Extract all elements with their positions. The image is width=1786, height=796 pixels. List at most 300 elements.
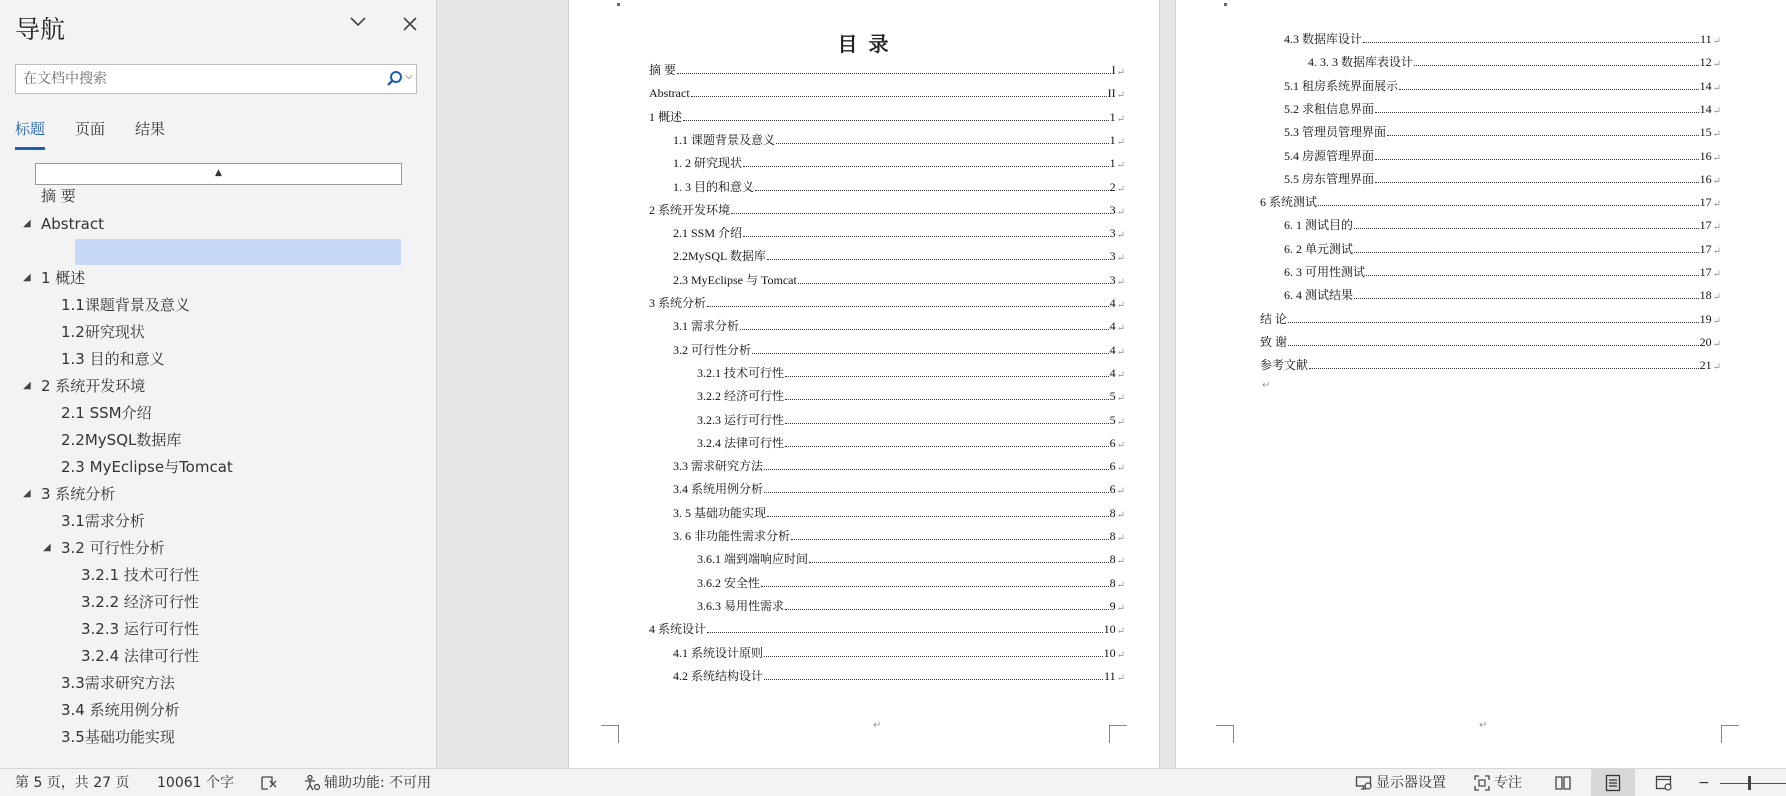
toc-leader-dots [1366, 275, 1699, 276]
toc-entry[interactable] [673, 270, 1125, 288]
paragraph-mark: ↵ [1116, 393, 1125, 405]
zoom-slider-thumb[interactable] [1748, 776, 1751, 790]
toc-leader-dots [764, 469, 1109, 470]
search-icon[interactable] [384, 69, 404, 89]
heading-label: 3.2.4 法律可行性 [81, 647, 199, 665]
paragraph-mark: ↵ [1116, 509, 1125, 521]
accessibility-icon [303, 774, 321, 792]
toc-page-number: 17 [1699, 195, 1712, 210]
print-layout-button[interactable] [1591, 769, 1635, 796]
paragraph-mark: ↵ [1116, 67, 1125, 78]
heading-label: 3.2.1 技术可行性 [81, 566, 199, 584]
toc-page-number: 4 [1109, 342, 1116, 357]
toc-entry-text: 3.1 需求分析 [673, 319, 740, 334]
proofing-icon [260, 774, 278, 792]
heading-item[interactable] [61, 293, 190, 317]
heading-label: 2.3 MyEclipse与Tomcat [61, 458, 233, 476]
toc-entry[interactable] [649, 107, 1125, 125]
toc-page-number: 8 [1109, 529, 1116, 543]
toc-leader-dots [767, 516, 1109, 517]
toc-entry-text: 4 系统设计 [649, 622, 707, 637]
toc-page-number: 21 [1699, 358, 1712, 373]
document-page[interactable] [1175, 0, 1786, 768]
toc-leader-dots [785, 609, 1109, 610]
toc-leader-dots [707, 632, 1103, 633]
toc-entry-text: 6 系统测试 [1260, 195, 1318, 210]
toc-entry[interactable] [1284, 146, 1721, 164]
toc-page-number: 18 [1699, 288, 1712, 303]
heading-item[interactable] [61, 509, 145, 533]
status-bar [0, 768, 1786, 796]
toc-page-number: 4 [1109, 319, 1116, 334]
paragraph-mark: ↵ [1116, 649, 1125, 661]
toc-leader-dots [1375, 159, 1699, 160]
toc-leader-dots [767, 259, 1109, 260]
toc-leader-dots [743, 166, 1109, 167]
paragraph-mark: ↵ [1712, 199, 1721, 211]
toc-entry-text: 2.1 SSM 介绍 [673, 226, 743, 241]
paragraph-mark: ↵ [1712, 152, 1721, 164]
zoom-out-button[interactable]: − [1698, 775, 1710, 791]
nav-search-box[interactable] [15, 64, 417, 94]
toc-page-number: 6 [1109, 435, 1116, 450]
toc-entry[interactable] [673, 503, 1125, 521]
toc-entry-text: 3.2.2 经济可行性 [697, 389, 785, 404]
paragraph-mark: ↵ [1116, 253, 1125, 265]
paragraph-mark: ↵ [1712, 315, 1721, 327]
toc-entry[interactable] [649, 83, 1125, 101]
heading-item[interactable] [23, 266, 86, 290]
toc-entry-text: 5.3 管理员管理界面 [1284, 125, 1387, 140]
headings-scroll-up-button[interactable]: ▲ [35, 163, 402, 185]
paragraph-mark: ↵ [1712, 338, 1721, 350]
toc-entry[interactable] [697, 410, 1125, 428]
paragraph-mark: ↵ [1712, 269, 1721, 280]
toc-entry-text: 1 概述 [649, 109, 683, 124]
toc-leader-dots [764, 679, 1103, 680]
toc-leader-dots [785, 446, 1109, 447]
toc-entry-text: 5.4 房源管理界面 [1284, 148, 1375, 163]
toc-leader-dots [1387, 135, 1699, 136]
toc-leader-dots [1288, 345, 1699, 346]
toc-leader-dots [707, 306, 1109, 307]
toc-page-number: 1 [1109, 132, 1116, 147]
toc-page-number: 2 [1109, 179, 1116, 194]
paragraph-mark: ↵ [1116, 206, 1125, 218]
paragraph-mark: ↵ [1116, 463, 1125, 475]
toc-entry[interactable] [1260, 309, 1721, 327]
accessibility-label: 辅助功能: 不可用 [324, 775, 432, 791]
toc-entry-text: 2.2MySQL 数据库 [673, 249, 766, 264]
toc-entry-text: 摘 要 [649, 63, 677, 77]
toc-leader-dots [1354, 252, 1699, 253]
expand-triangle-icon[interactable]: ◢ [23, 488, 31, 499]
toc-entry-text: 3. 5 基础功能实现 [673, 505, 767, 520]
toc-leader-dots [1363, 42, 1699, 43]
navigation-pane [0, 0, 437, 768]
heading-item[interactable] [81, 644, 199, 668]
toc-page-number: 16 [1699, 171, 1712, 186]
toc-entry-text: 3.2.3 运行可行性 [697, 412, 785, 427]
toc-page-number: II [1107, 86, 1116, 101]
toc-leader-dots [1354, 228, 1699, 229]
chevron-down-icon [349, 12, 367, 30]
toc-entry-text: 致 谢 [1260, 334, 1288, 349]
heading-label: 3.3需求研究方法 [61, 674, 175, 692]
toc-leader-dots [683, 120, 1109, 121]
heading-label: 1.1课题背景及意义 [61, 296, 190, 314]
toc-leader-dots [761, 586, 1109, 587]
page-corner-mark [601, 725, 619, 743]
focus-icon [1473, 774, 1491, 792]
toc-page-number: 6 [1109, 482, 1116, 497]
toc-leader-dots [809, 562, 1109, 563]
toc-entry-text: 1. 2 研究现状 [673, 156, 743, 171]
heading-label: 3.2.3 运行可行性 [81, 620, 199, 638]
toc-entry[interactable] [1260, 192, 1721, 210]
toc-page-number: 11 [1700, 32, 1712, 46]
toc-entry[interactable] [673, 246, 1125, 264]
toc-page-number: 3 [1109, 202, 1116, 217]
toc-page-number: 10 [1103, 622, 1116, 637]
search-input[interactable] [23, 69, 383, 89]
web-layout-icon [1655, 774, 1673, 792]
toc-leader-dots [1414, 65, 1699, 66]
heading-label: 2 系统开发环境 [41, 377, 146, 395]
paragraph-mark: ↵ [1712, 82, 1721, 94]
toc-leader-dots [1375, 182, 1699, 183]
paragraph-mark: ↵ [1116, 579, 1125, 591]
toc-page-number: 4 [1109, 296, 1116, 310]
paragraph-mark: ↵ [1712, 129, 1721, 141]
toc-entry-text: 6. 3 可用性测试 [1284, 265, 1366, 279]
toc-entry-text: 2 系统开发环境 [649, 202, 731, 217]
page-corner-mark [1721, 725, 1739, 743]
paragraph-mark: ↵ [1116, 486, 1125, 498]
toc-page-number: 8 [1109, 575, 1116, 590]
heading-item[interactable] [81, 617, 199, 641]
paragraph-mark: ↵ [1712, 362, 1721, 374]
toc-entry[interactable] [649, 293, 1125, 311]
toc-title: 目 录 [837, 32, 891, 56]
toc-entry[interactable] [697, 549, 1125, 567]
heading-item[interactable] [23, 374, 146, 398]
document-page[interactable] [568, 0, 1160, 768]
heading-label: 1.3 目的和意义 [61, 350, 165, 368]
toc-entry[interactable] [1284, 122, 1721, 140]
paragraph-mark: ↵ [1116, 323, 1125, 335]
paragraph-mark: ↵ [1116, 346, 1125, 358]
proofing-button[interactable] [260, 774, 278, 792]
toc-leader-dots [1354, 298, 1699, 299]
toc-page-number: 8 [1109, 552, 1116, 567]
toc-entry[interactable] [649, 60, 1125, 78]
toc-entry-text: 6. 4 测试结果 [1284, 288, 1354, 303]
paragraph-mark: ↵ [1116, 90, 1125, 102]
toc-entry-text: 3.4 系统用例分析 [673, 482, 764, 497]
heading-label: 3 系统分析 [41, 485, 116, 503]
toc-leader-dots [677, 73, 1111, 74]
heading-label: 2.1 SSM介绍 [61, 404, 152, 422]
heading-label: 3.2 可行性分析 [61, 539, 165, 557]
toc-entry[interactable] [697, 386, 1125, 404]
toc-entry-text: 6. 2 单元测试 [1284, 241, 1354, 256]
page-corner-mark [1109, 725, 1127, 743]
paragraph-mark: ↵ [1116, 113, 1125, 125]
toc-leader-dots [785, 423, 1109, 424]
toc-entry[interactable] [1284, 285, 1721, 303]
paragraph-mark: ↵ [1712, 175, 1721, 187]
toc-leader-dots [752, 353, 1109, 354]
heading-item[interactable] [81, 563, 199, 587]
expand-triangle-icon[interactable]: ◢ [23, 272, 31, 283]
focus-button[interactable] [1473, 774, 1522, 792]
heading-label: 1 概述 [41, 269, 86, 287]
toc-page-number: 14 [1699, 101, 1712, 116]
toc-entry-text: 6. 1 测试目的 [1284, 218, 1354, 233]
heading-label: 摘 要 [41, 187, 76, 205]
toc-entry[interactable] [1284, 215, 1721, 233]
toc-page-number: 12 [1699, 55, 1712, 70]
toc-leader-dots [776, 143, 1109, 144]
paragraph-mark: ↵ [1116, 160, 1125, 172]
toc-entry[interactable] [673, 643, 1125, 661]
toc-entry-text: 4.1 系统设计原则 [673, 645, 764, 660]
toc-entry-text: 5.5 房东管理界面 [1284, 171, 1375, 186]
toc-page-number: 9 [1109, 598, 1116, 613]
toc-page-number: 17 [1699, 218, 1712, 233]
read-mode-icon [1554, 774, 1572, 792]
toc-entry[interactable] [1284, 29, 1721, 47]
expand-triangle-icon[interactable]: ◢ [23, 380, 31, 391]
toc-entry-text: 3.2.1 技术可行性 [697, 365, 785, 380]
toc-entry-text: 参考文献 [1260, 358, 1309, 373]
tab-results[interactable]: 结果 [135, 120, 166, 138]
toc-entry-text: Abstract [649, 86, 690, 101]
expand-triangle-icon[interactable]: ◢ [23, 218, 31, 229]
paragraph-mark: ↵ [1116, 556, 1125, 568]
paragraph-mark: ↵ [1479, 720, 1488, 731]
toc-entry[interactable] [1308, 52, 1721, 70]
close-icon [402, 16, 418, 32]
toc-entry[interactable] [673, 223, 1125, 241]
toc-leader-dots [1399, 89, 1699, 90]
toc-entry[interactable] [673, 666, 1125, 684]
toc-page-number: 15 [1699, 125, 1712, 140]
heading-item[interactable] [61, 428, 181, 452]
paragraph-mark: ↵ [1712, 245, 1721, 257]
toc-page-number: 17 [1699, 241, 1712, 256]
toc-entry-text: 4. 3. 3 数据库表设计 [1308, 55, 1414, 70]
toc-leader-dots [785, 376, 1109, 377]
heading-label: 3.4 系统用例分析 [61, 701, 180, 719]
nav-title: 导航 [15, 15, 66, 44]
nav-close-button[interactable] [397, 12, 423, 38]
toc-leader-dots [785, 399, 1109, 400]
accessibility-button[interactable] [303, 774, 431, 792]
toc-entry-text: 1. 3 目的和意义 [673, 179, 755, 194]
toc-leader-dots [791, 539, 1109, 540]
toc-entry[interactable] [1284, 262, 1721, 280]
toc-page-number: 6 [1109, 459, 1116, 474]
toc-page-number: 11 [1104, 668, 1116, 683]
toc-page-number: 3 [1109, 249, 1116, 264]
paragraph-mark: ↵ [1116, 300, 1125, 311]
heading-item[interactable] [23, 482, 116, 506]
paragraph-mark: ↵ [1116, 230, 1125, 242]
toc-leader-dots [755, 190, 1109, 191]
paragraph-mark: ↵ [1262, 380, 1271, 391]
toc-entry-text: 2.3 MyEclipse 与 Tomcat [673, 272, 797, 287]
toc-leader-dots [731, 213, 1109, 214]
toc-leader-dots [1288, 322, 1699, 323]
paragraph-mark: ↵ [1116, 602, 1125, 614]
read-mode-button[interactable] [1554, 774, 1572, 792]
toc-entry[interactable] [697, 433, 1125, 451]
heading-item[interactable] [61, 455, 233, 479]
heading-label: 1.2研究现状 [61, 323, 145, 341]
toc-entry[interactable] [673, 340, 1125, 358]
heading-item[interactable] [61, 320, 145, 344]
toc-page-number: I [1111, 63, 1116, 77]
toc-entry-text: 1.1 课题背景及意义 [673, 132, 776, 147]
paragraph-mark: ↵ [1116, 416, 1125, 428]
paragraph-mark: ↵ [873, 720, 882, 731]
display-settings-button[interactable] [1355, 774, 1446, 792]
tab-headings[interactable]: 标题 [15, 118, 45, 150]
toc-entry-text: 5.1 租房系统界面展示 [1284, 78, 1399, 93]
word-count-status[interactable]: 10061 个字 [157, 775, 234, 791]
toc-page-number: 10 [1103, 645, 1116, 660]
toc-entry[interactable] [697, 596, 1125, 614]
document-area[interactable] [438, 0, 1786, 768]
toc-leader-dots [740, 329, 1109, 330]
paragraph-mark: ↵ [1712, 292, 1721, 304]
toc-entry[interactable] [1284, 169, 1721, 187]
heading-item[interactable] [61, 725, 175, 749]
toc-page-number: 16 [1699, 148, 1712, 163]
toc-page-number: 1 [1109, 156, 1116, 171]
toc-entry-text: 3 系统分析 [649, 296, 707, 310]
paragraph-mark: ↵ [1116, 439, 1125, 451]
search-options-chevron-icon[interactable]: ⌵ [405, 71, 413, 82]
toc-page-number: 5 [1109, 389, 1116, 404]
heading-item[interactable] [61, 698, 180, 722]
toc-leader-dots [1375, 112, 1699, 113]
toc-entry[interactable] [649, 619, 1125, 637]
toc-leader-dots [798, 283, 1109, 284]
toc-entry[interactable] [673, 153, 1125, 171]
toc-entry-text: 4.3 数据库设计 [1284, 32, 1363, 46]
toc-page-number: 19 [1699, 311, 1712, 326]
toc-entry[interactable] [697, 573, 1125, 591]
paragraph-mark: ↵ [1116, 183, 1125, 195]
paragraph-mark: ↵ [1116, 136, 1125, 148]
focus-label: 专注 [1494, 775, 1522, 791]
heading-item[interactable] [43, 536, 165, 560]
toc-leader-dots [691, 96, 1107, 97]
heading-item[interactable] [61, 347, 165, 371]
toc-entry-text: 3.6.3 易用性需求 [697, 598, 785, 613]
toc-entry-text: 5.2 求租信息界面 [1284, 101, 1375, 116]
print-layout-icon [1605, 774, 1621, 792]
toc-leader-dots [743, 236, 1109, 237]
toc-page-number: 20 [1699, 334, 1712, 349]
toc-leader-dots [1309, 368, 1699, 369]
paragraph-mark: ↵ [1116, 533, 1125, 544]
toc-page-number: 4 [1109, 365, 1116, 380]
page-marker [1224, 3, 1227, 6]
toc-entry-text: 3.6.2 安全性 [697, 575, 761, 590]
toc-leader-dots [1318, 205, 1699, 206]
toc-entry-text: 3. 6 非功能性需求分析 [673, 529, 791, 543]
toc-page-number: 5 [1109, 412, 1116, 427]
selected-heading-highlight[interactable] [75, 239, 401, 265]
toc-entry-text: 3.2.4 法律可行性 [697, 435, 785, 450]
toc-entry[interactable] [1260, 332, 1721, 350]
toc-entry[interactable] [673, 316, 1125, 334]
toc-page-number: 3 [1109, 272, 1116, 287]
tab-pages[interactable]: 页面 [75, 120, 106, 138]
heading-label: 3.2.2 经济可行性 [81, 593, 199, 611]
toc-entry[interactable] [697, 363, 1125, 381]
heading-item[interactable] [61, 401, 152, 425]
page-count-status[interactable]: 第 5 页，共 27 页 [15, 775, 130, 791]
paragraph-mark: ↵ [1116, 672, 1125, 684]
paragraph-mark: ↵ [1712, 105, 1721, 117]
display-settings-label: 显示器设置 [1376, 775, 1446, 791]
heading-label: 3.1需求分析 [61, 512, 145, 530]
toc-entry[interactable] [673, 526, 1125, 544]
toc-entry-text: 4.2 系统结构设计 [673, 668, 764, 683]
toc-leader-dots [764, 492, 1109, 493]
toc-entry-text: 3.3 需求研究方法 [673, 459, 764, 474]
heading-label: 2.2MySQL数据库 [61, 431, 182, 449]
nav-options-button[interactable] [345, 12, 371, 38]
toc-entry[interactable] [649, 200, 1125, 218]
toc-page-number: 17 [1699, 265, 1712, 279]
paragraph-mark: ↵ [1116, 276, 1125, 288]
heading-item[interactable] [41, 184, 76, 208]
toc-entry[interactable] [673, 130, 1125, 148]
toc-page-number: 8 [1109, 505, 1116, 520]
toc-entry[interactable] [1284, 239, 1721, 257]
toc-page-number: 14 [1699, 78, 1712, 93]
paragraph-mark: ↵ [1712, 59, 1721, 71]
heading-item[interactable] [23, 212, 104, 236]
toc-leader-dots [764, 656, 1103, 657]
heading-label: Abstract [41, 215, 104, 233]
paragraph-mark: ↵ [1712, 36, 1721, 47]
heading-item[interactable] [81, 590, 199, 614]
toc-entry[interactable] [673, 177, 1125, 195]
toc-entry[interactable] [673, 456, 1125, 474]
toc-entry[interactable] [1260, 355, 1721, 373]
toc-entry-text: 3.6.1 端到端响应时间 [697, 552, 809, 567]
expand-triangle-icon[interactable]: ◢ [43, 542, 51, 553]
toc-entry[interactable] [1284, 76, 1721, 94]
web-layout-button[interactable] [1655, 774, 1673, 792]
toc-page-number: 3 [1109, 226, 1116, 241]
toc-entry[interactable] [1284, 99, 1721, 117]
heading-item[interactable] [61, 671, 175, 695]
paragraph-mark: ↵ [1712, 222, 1721, 234]
toc-entry-text: 3.2 可行性分析 [673, 342, 752, 357]
toc-entry-text: 结 论 [1260, 311, 1288, 326]
zoom-slider[interactable] [1720, 783, 1786, 784]
toc-entry[interactable] [673, 479, 1125, 497]
display-settings-icon [1355, 774, 1373, 792]
